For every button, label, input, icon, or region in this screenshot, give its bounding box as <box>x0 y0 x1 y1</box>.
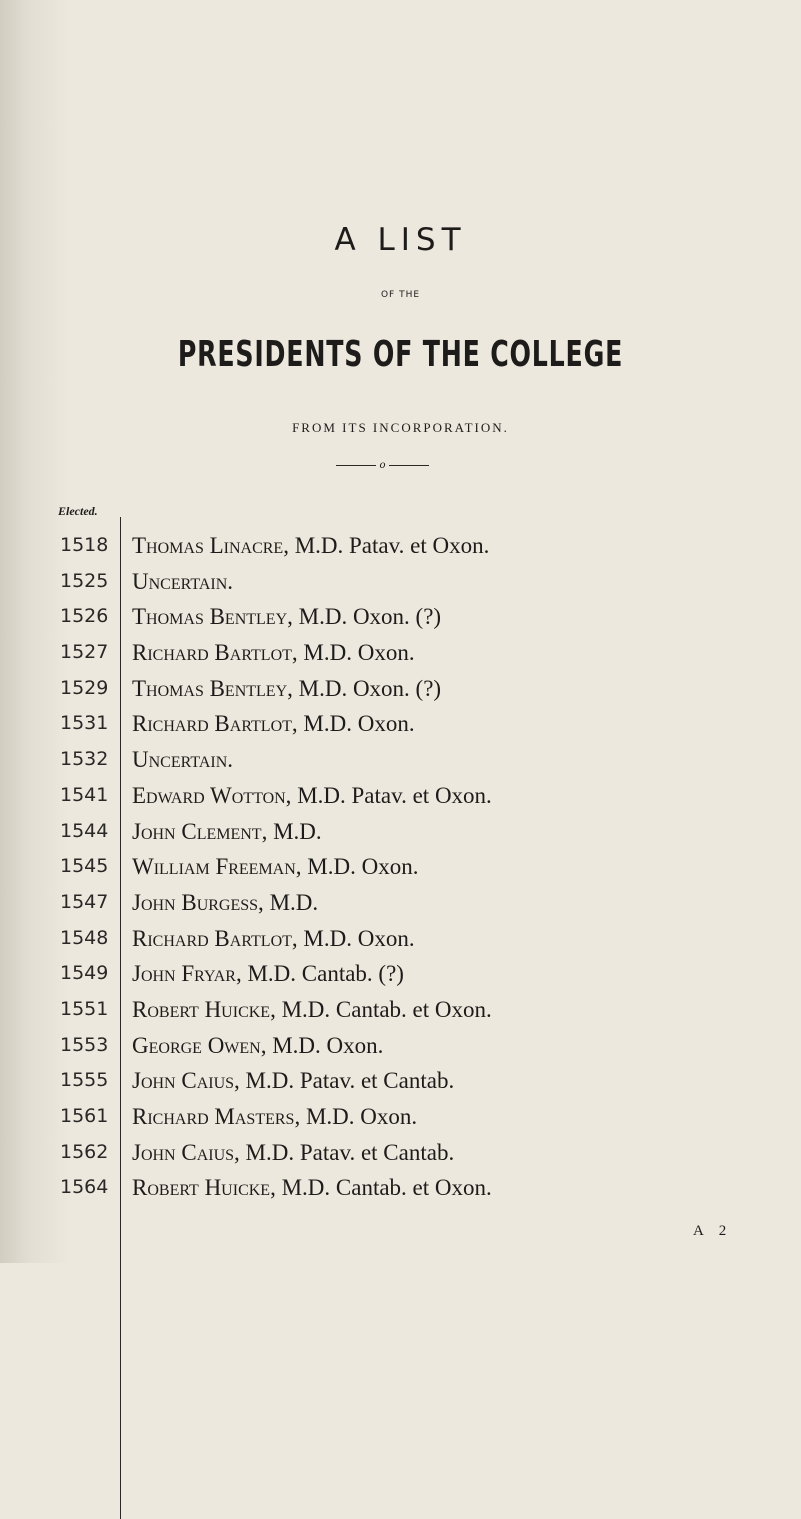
of-the-label: OF THE <box>380 290 421 300</box>
president-degree: M.D. Cantab. et Oxon. <box>275 996 492 1022</box>
page-subtitle: PRESIDENTS OF THE COLLEGE <box>177 334 624 375</box>
elected-year: 1551 <box>60 997 109 1020</box>
president-degree: M.D. <box>267 818 322 844</box>
president-name: Thomas Bentley, <box>132 604 293 630</box>
president-degree: M.D. Oxon. <box>297 925 415 951</box>
divider-mark: o <box>379 460 386 471</box>
elected-year: 1549 <box>60 962 109 985</box>
president-name: Uncertain. <box>132 568 234 594</box>
president-degree: M.D. Oxon. <box>301 854 419 880</box>
president-name: Richard Bartlot, <box>132 925 298 951</box>
ornamental-divider <box>325 460 440 471</box>
elected-year: 1548 <box>60 926 109 949</box>
president-entry <box>132 599 797 635</box>
president-entry <box>132 1063 797 1099</box>
year-column <box>60 528 116 1206</box>
president-name: Uncertain. <box>132 747 234 773</box>
president-entry <box>132 1135 797 1171</box>
elected-year: 1541 <box>60 783 109 806</box>
divider-rule-right <box>389 465 429 466</box>
president-entry <box>132 956 797 992</box>
president-name: John Caius, <box>132 1068 240 1094</box>
president-degree: M.D. Patav. et Cantab. <box>239 1068 455 1094</box>
president-degree: M.D. Patav. et Oxon. <box>291 782 492 808</box>
elected-year: 1525 <box>60 569 109 592</box>
elected-year: 1564 <box>60 1176 109 1199</box>
president-degree: M.D. Patav. et Cantab. <box>239 1139 455 1165</box>
elected-year: 1562 <box>60 1140 109 1163</box>
president-degree: M.D. Oxon. <box>297 640 415 666</box>
president-name: Thomas Bentley, <box>132 675 293 701</box>
column-divider-rule <box>120 517 121 1519</box>
president-entry <box>132 778 797 814</box>
president-entry <box>132 814 797 850</box>
president-entry <box>132 528 797 564</box>
president-name: William Freeman, <box>132 854 302 880</box>
president-name: John Clement, <box>132 818 268 844</box>
president-name: John Fryar, <box>132 961 242 987</box>
elected-year: 1561 <box>60 1105 109 1127</box>
president-name: John Caius, <box>132 1139 240 1165</box>
president-column <box>132 528 797 1206</box>
president-degree: M.D. Patav. et Oxon. <box>288 533 490 558</box>
elected-year: 1531 <box>60 712 109 735</box>
president-entry <box>132 564 797 600</box>
president-degree: M.D. Oxon. (?) <box>292 604 442 630</box>
elected-year: 1553 <box>60 1033 109 1056</box>
president-name: John Burgess, <box>132 889 264 915</box>
elected-year: 1555 <box>60 1069 109 1092</box>
president-entry <box>132 635 797 671</box>
president-entry <box>132 1028 797 1064</box>
president-entry <box>132 1099 797 1135</box>
elected-year: 1518 <box>60 534 109 556</box>
president-degree: M.D. Oxon. <box>266 1032 384 1058</box>
elected-year: 1526 <box>60 605 109 628</box>
president-name: Robert Huicke, <box>132 1175 276 1201</box>
president-name: Thomas Linacre, <box>132 533 289 558</box>
president-entry <box>132 706 797 742</box>
president-degree: M.D. Oxon. (?) <box>292 675 442 701</box>
president-entry <box>132 885 797 921</box>
president-name: Richard Masters, <box>132 1104 301 1129</box>
divider-rule-left <box>336 465 376 466</box>
president-degree: M.D. Cantab. et Oxon. <box>275 1175 492 1201</box>
elected-year: 1547 <box>60 890 109 913</box>
president-entry <box>132 849 797 885</box>
elected-year: 1529 <box>60 676 109 699</box>
elected-year: 1545 <box>60 855 109 878</box>
signature-mark: A 2 <box>693 1223 733 1239</box>
elected-year: 1544 <box>60 819 109 842</box>
president-degree: M.D. Cantab. (?) <box>241 961 404 987</box>
elected-year: 1532 <box>60 748 109 771</box>
president-entry <box>132 921 797 957</box>
page-title: A LIST <box>334 222 467 258</box>
president-degree: M.D. Oxon. <box>300 1104 418 1129</box>
president-entry <box>132 671 797 707</box>
from-incorporation-line: FROM ITS INCORPORATION. <box>292 420 509 435</box>
elected-year: 1527 <box>60 641 109 664</box>
president-name: Edward Wotton, <box>132 782 292 808</box>
elected-column-header: Elected. <box>58 504 98 518</box>
president-entry <box>132 742 797 778</box>
president-name: Richard Bartlot, <box>132 640 298 666</box>
president-degree: M.D. Oxon. <box>297 711 415 737</box>
president-entry <box>132 1170 797 1206</box>
president-name: Robert Huicke, <box>132 996 276 1022</box>
president-entry <box>132 992 797 1028</box>
president-name: Richard Bartlot, <box>132 711 298 737</box>
president-name: George Owen, <box>132 1032 267 1058</box>
president-degree: M.D. <box>263 889 319 915</box>
